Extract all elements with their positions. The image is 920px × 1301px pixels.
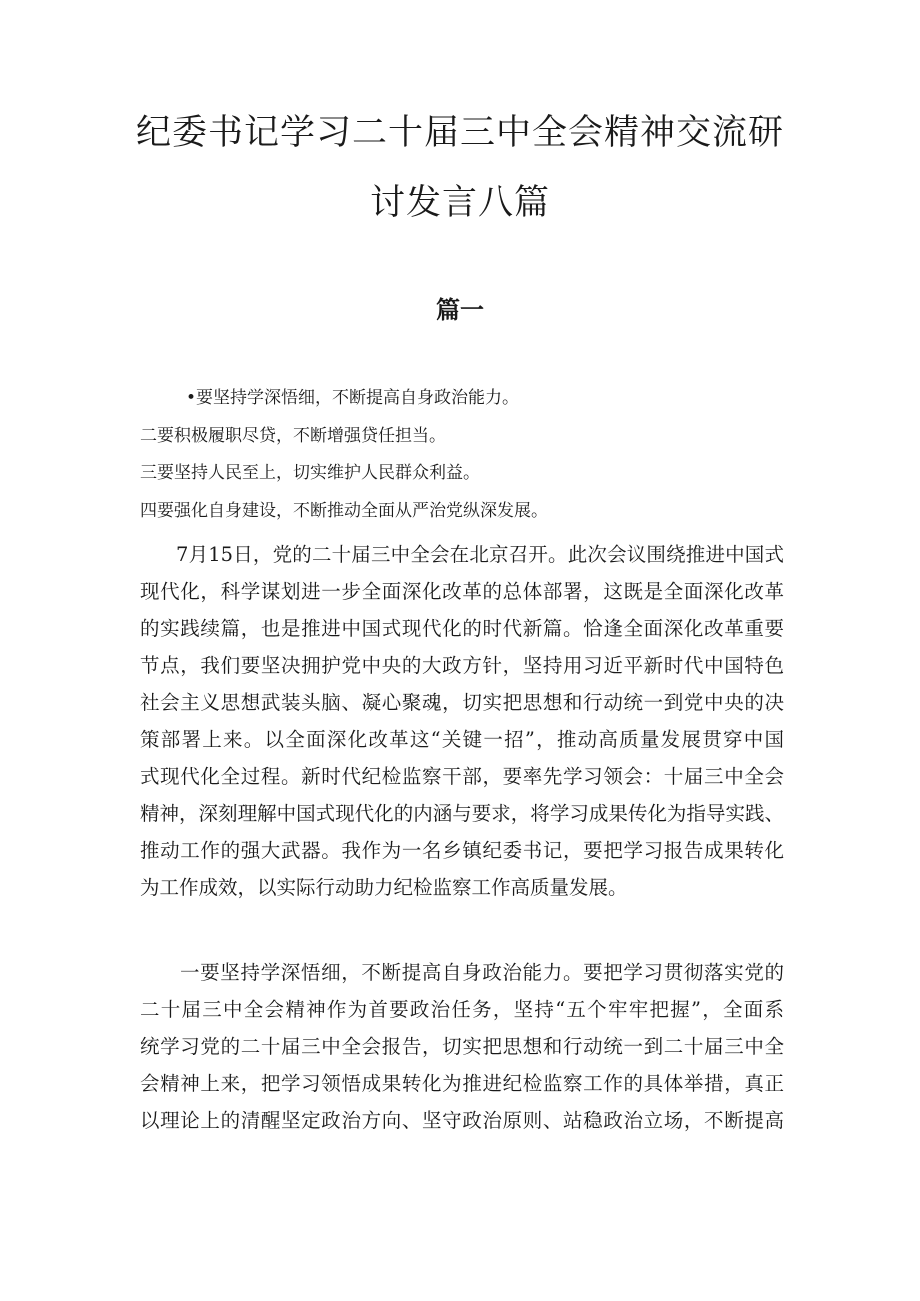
document-title-line-2: 讨发言八篇: [369, 183, 550, 223]
paragraph-2-line: 会精神上来，把学习领悟成果转化为推进纪检监察工作的具体举措，真正: [140, 1072, 784, 1095]
paragraph-2-line: 以理论上的清醒坚定政治方向、坚守政治原则、站稳政治立场，不断提高: [140, 1109, 784, 1132]
paragraph-1-line: 社会主义思想武装头脑、凝心聚魂，切实把思想和行动统一到党中央的决: [140, 691, 784, 714]
paragraph-1: [140, 536, 784, 906]
paragraph-1-line: 精神，深刻理解中国式现代化的内涵与要求，将学习成果传化为指导实践、: [140, 802, 784, 825]
paragraph-1-line: 策部署上来。以全面深化改革这“关键一招”，推动高质量发展贯穿中国: [140, 728, 784, 751]
summary-point-2: 二要积极履职尽贷，不断增强贷任担当。: [140, 426, 446, 446]
paragraph-2-line: 统学习党的二十届三中全会报告，切实把思想和行动统一到二十届三中全: [140, 1035, 784, 1058]
paragraph-1-line: 为工作成效，以实际行动助力纪检监察工作高质量发展。: [140, 876, 628, 899]
paragraph-1-line: 节点，我们要坚决拥护党中央的大政方针，坚持用习近平新时代中国特色: [140, 654, 784, 677]
section-heading: 篇一: [436, 295, 484, 324]
document-title-line-1: 纪委书记学习二十届三中全会精神交流研: [135, 113, 784, 153]
summary-point-1: •要坚持学深悟细，不断提高自身政治能力。: [186, 388, 520, 408]
summary-point-4: 四要强化自身建设，不断推动全面从严治党纵深发展。: [140, 501, 548, 521]
paragraph-1-line: 的实践续篇，也是推进中国式现代化的时代新篇。恰逢全面深化改革重要: [140, 617, 784, 640]
paragraph-1-line: 推动工作的强大武器。我作为一名乡镇纪委书记，要把学习报告成果转化: [140, 839, 784, 862]
paragraph-2-line: 二十届三中全会精神作为首要政治任务，坚持“五个牢牢把握”，全面系: [140, 998, 784, 1021]
paragraph-1-line: 现代化，科学谋划进一步全面深化改革的总体部署，这既是全面深化改革: [140, 580, 784, 603]
summary-point-3: 三要坚持人民至上，切实维护人民群众利益。: [140, 463, 480, 483]
paragraph-1-line: 7月15日，党的二十届三中全会在北京召开。此次会议围绕推进中国式: [176, 543, 784, 566]
paragraph-1-line: 式现代化全过程。新时代纪检监察干部，要率先学习领会：十届三中全会: [140, 765, 784, 788]
paragraph-2: [140, 954, 784, 1139]
paragraph-2-line: 一要坚持学深悟细，不断提高自身政治能力。要把学习贯彻落实党的: [180, 961, 784, 984]
